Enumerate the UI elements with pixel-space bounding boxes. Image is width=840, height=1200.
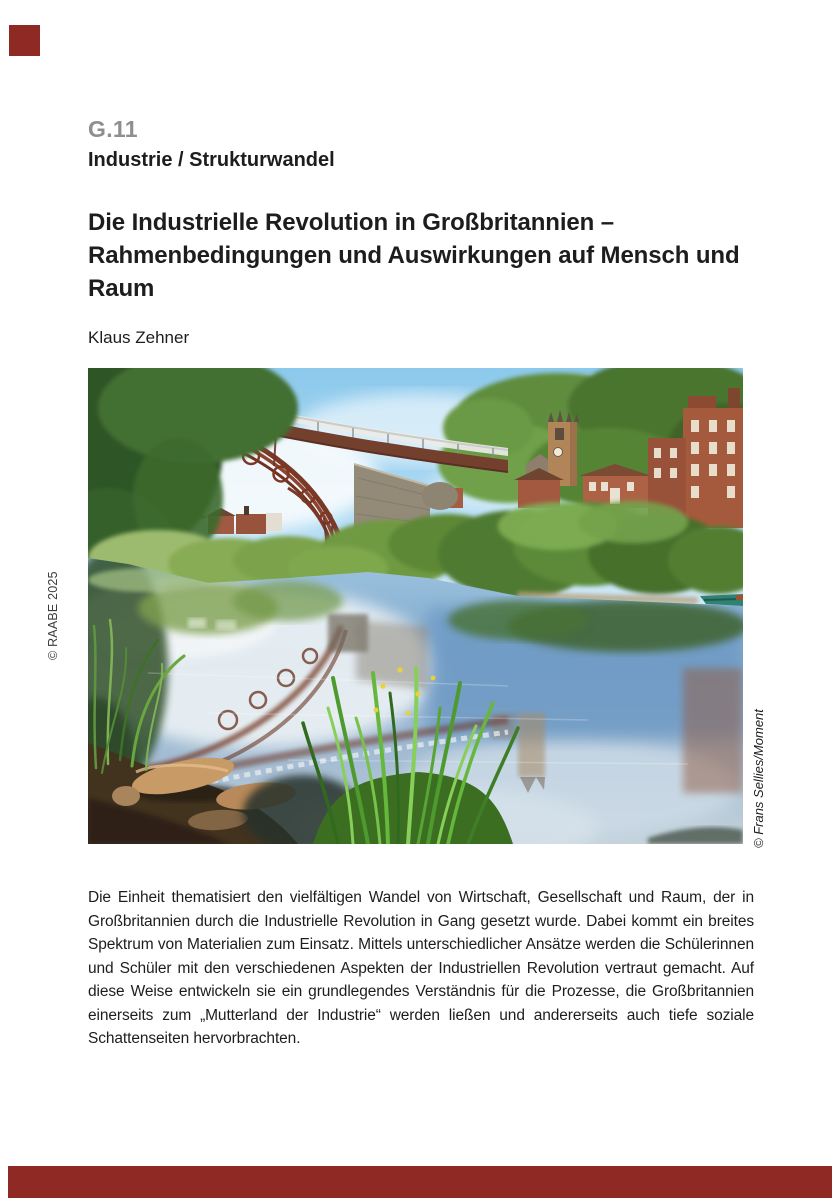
cover-photo	[88, 368, 743, 844]
copyright-vertical: © RAABE 2025	[46, 571, 60, 660]
title-line: Rahmenbedingungen und Auswirkungen auf Mensch und	[88, 242, 740, 269]
unit-description: Die Einheit thematisiert den vielfältigen Wandel von Wirtschaft, Gesellschaft und Raum, der in Großbritannien durch die Industrielle Revolution in Gang gesetzt wurde. Dabei kommt ein breites Spektrum von Materialien zum Einsatz. Mittels unterschiedlicher Ansätze werden die Schülerinnen und Schüler mit den verschiedenen Aspekten der Industriellen Revolution vertraut gemacht. Auf diese Weise entwickeln sie ein grundlegendes Verständnis für die Prozesse, die Großbritannien einerseits zum „Mutterland der Industrie“ werden ließen und andererseits auch tiefe soziale Schattenseiten hervorbrachten.	[88, 889, 754, 1047]
author-name: Klaus Zehner	[88, 328, 190, 347]
footer-bar	[8, 1166, 832, 1198]
unit-code: G.11	[88, 116, 138, 142]
category-heading: Industrie / Strukturwandel	[88, 149, 335, 171]
iron-bridge-photo-illustration	[88, 368, 743, 844]
page-title	[88, 206, 756, 305]
accent-square	[9, 25, 40, 56]
title-line: Raum	[88, 275, 155, 302]
photo-credit-vertical: © Frans Sellies/Moment	[751, 709, 766, 848]
title-line: Die Industrielle Revolution in Großbritannien –	[88, 209, 615, 236]
